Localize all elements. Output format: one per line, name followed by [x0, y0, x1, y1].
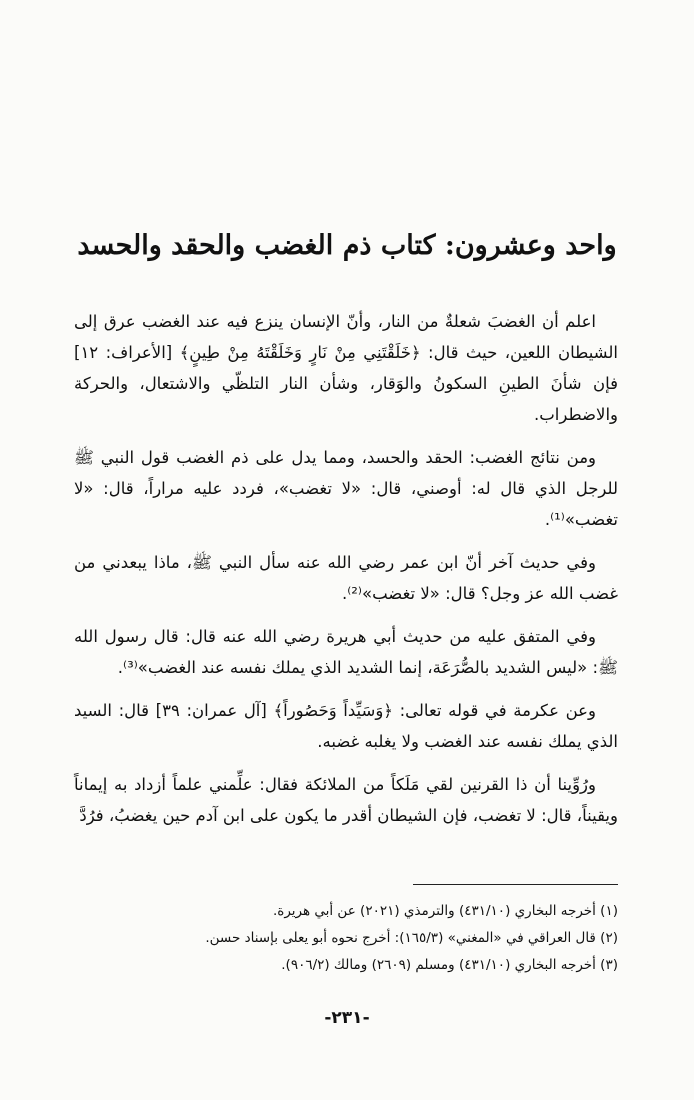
main-text: [74, 306, 618, 843]
page-number: -٢٣١-: [324, 1008, 370, 1028]
footnote-1: (١) أخرجه البخاري (٤٣١/١٠) والترمذي (٢٠٢١) عن أبي هريرة.: [272, 903, 618, 919]
footnotes: [74, 898, 618, 979]
paragraph-results-of-anger: ومن نتائج الغضب: الحقد والحسد، ومما يدل على ذم الغضب قول النبي ﷺ للرجل الذي قال له: أوصني، قال: «لا تغضب»، فردد عليه مراراً، قال: «لا تغضب»⁽¹⁾.: [74, 448, 618, 529]
paragraph-intro: اعلم أن الغضبَ شعلةٌ من النار، وأنّ الإنسان ينزع فيه عند الغضب عرق إلى الشيطان اللعين، حيث قال: ﴿خَلَقْتَنِي مِنْ نَارٍ وَخَلَقْتَهُ مِنْ طِينٍ﴾ [الأعراف: ١٢] فإن شأنَ الطينِ السكونُ والوَقار، وشأن النار التلظّي والاشتعال، والحركة والاضطراب.: [74, 312, 618, 424]
paragraph-ikrima-tafsir: وعن عكرمة في قوله تعالى: ﴿وَسَيِّداً وَحَصُوراً﴾ [آل عمران: ٣٩] قال: السيد الذي يملك نفسه عند الغضب ولا يغلبه غضبه.: [74, 701, 618, 751]
paragraph-abu-hurayra-hadith: وفي المتفق عليه من حديث أبي هريرة رضي الله عنه قال: قال رسول الله ﷺ: «ليس الشديد بالصُّرَعَة، إنما الشديد الذي يملك نفسه عند الغضب»⁽³⁾.: [74, 627, 618, 677]
footnote-2: (٢) قال العراقي في «المغني» (١٦٥/٣): أخرج نحوه أبو يعلى بإسناد حسن.: [205, 930, 618, 946]
footnote-3: (٣) أخرجه البخاري (٤٣١/١٠) ومسلم (٢٦٠٩) ومالك (٩٠٦/٢).: [281, 957, 618, 973]
paragraph-ibn-umar-hadith: وفي حديث آخر أنّ ابن عمر رضي الله عنه سأل النبي ﷺ، ماذا يبعدني من غضب الله عز وجل؟ قال: «لا تغضب»⁽²⁾.: [74, 553, 618, 603]
paragraph-dhul-qarnayn: ورُوِّينا أن ذا القرنين لقي مَلَكاً من الملائكة فقال: علِّمني علماً أزداد به إيماناً ويقيناً، قال: لا تغضب، فإن الشيطان أقدر ما يكون على ابن آدم حين يغضبُ، فرُدَّ: [74, 775, 618, 825]
chapter-title: واحد وعشرون: كتاب ذم الغضب والحقد والحسد: [77, 230, 617, 262]
footnote-divider: [413, 884, 618, 885]
